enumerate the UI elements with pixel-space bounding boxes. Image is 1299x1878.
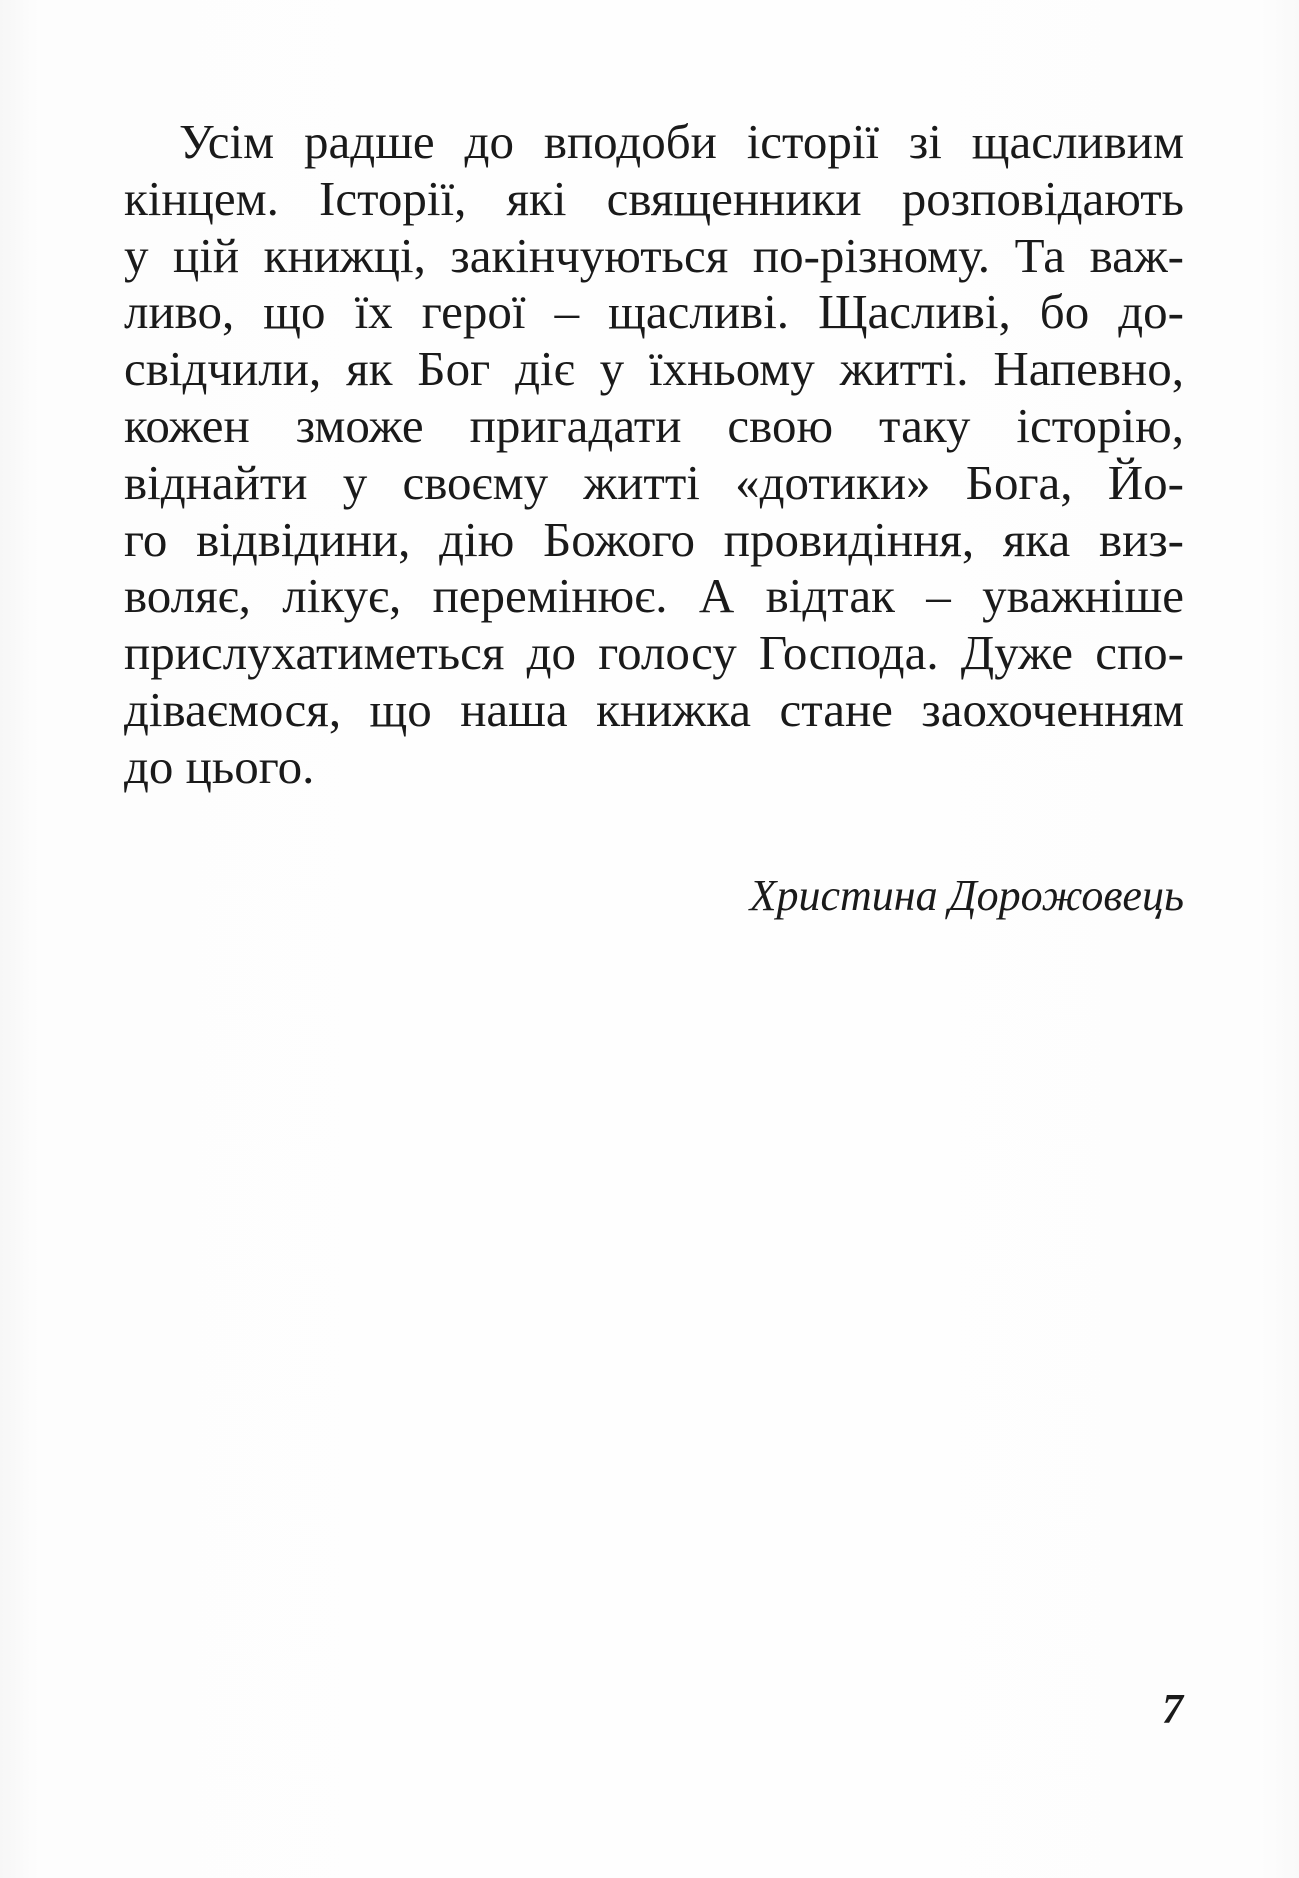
- paragraph-line: діваємося, що наша книжка стане заохоченням: [124, 681, 1184, 737]
- paragraph-line: свідчили, як Бог діє у їхньому житті. Напевно,: [124, 341, 1184, 397]
- page-number: 7: [1162, 1687, 1183, 1733]
- author-signature: Христина Дорожовець: [749, 871, 1184, 920]
- paragraph-line: кожен зможе пригадати свою таку історію,: [124, 397, 1184, 453]
- paragraph-line: воляє, лікує, перемінює. А відтак – уважніше: [124, 568, 1184, 624]
- body-paragraph: [124, 114, 1184, 796]
- paragraph-line: у цій книжці, закінчуються по-різному. Та важ-: [124, 227, 1184, 283]
- paragraph-line: прислухатиметься до голосу Господа. Дуже спо-: [124, 625, 1184, 681]
- paragraph-line: до цього.: [124, 738, 315, 794]
- paragraph-line: віднайти у своєму житті «дотики» Бога, Йо-: [124, 454, 1184, 510]
- paragraph-line: ливо, що їх герої – щасливі. Щасливі, бо до-: [124, 284, 1184, 340]
- paragraph-line: кінцем. Історії, які священники розповідають: [124, 170, 1184, 226]
- paragraph-line: Усім радше до вподоби історії зі щасливим: [179, 114, 1184, 169]
- paragraph-line: го відвідини, дію Божого провидіння, яка виз-: [124, 511, 1184, 567]
